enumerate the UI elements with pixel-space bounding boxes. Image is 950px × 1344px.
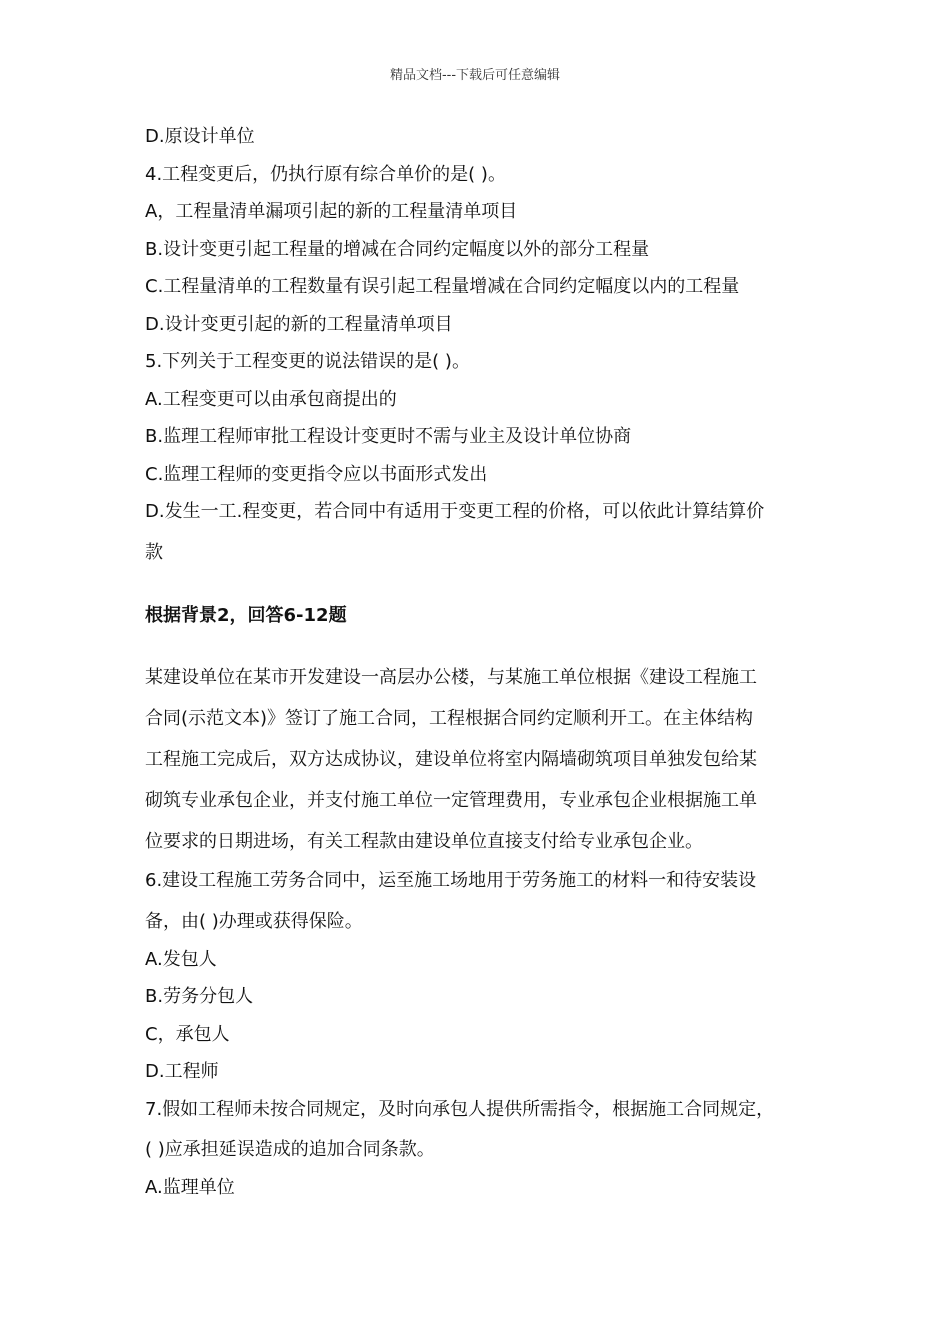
option-d-q5-continued: 款 [145,542,163,563]
background-paragraph-line-3: 工程施工完成后，双方达成协议，建设单位将室内隔墙砌筑项目单独发包给某 [145,749,757,770]
option-d-q5: D.发生一工.程变更，若合同中有适用于变更工程的价格，可以依此计算结算价 [145,501,765,522]
option-c-q4: C.工程量清单的工程数量有误引起工程量增减在合同约定幅度以内的工程量 [145,276,740,297]
option-a-q4: A，工程量清单漏项引起的新的工程量清单项目 [145,201,518,222]
option-c-q6: C，承包人 [145,1024,230,1045]
option-a-q7: A.监理单位 [145,1177,235,1198]
option-c-q5: C.监理工程师的变更指令应以书面形式发出 [145,464,488,485]
option-d-q6: D.工程师 [145,1061,219,1082]
option-b-q5: B.监理工程师审批工程设计变更时不需与业主及设计单位协商 [145,426,632,447]
question-5: 5.下列关于工程变更的说法错误的是( )。 [145,351,470,372]
option-a-q6: A.发包人 [145,949,217,970]
question-6-continued: 备，由( )办理或获得保险。 [145,911,363,932]
page-header: 精品文档---下载后可任意编辑 [389,68,561,83]
background-paragraph-line-2: 合同(示范文本)》签订了施工合同，工程根据合同约定顺利开工。在主体结构 [145,708,754,729]
option-a-q5: A.工程变更可以由承包商提出的 [145,389,397,410]
option-d-q3: D.原设计单位 [145,126,255,147]
section-heading: 根据背景2，回答6-12题 [145,605,347,626]
option-d-q4: D.设计变更引起的新的工程量清单项目 [145,314,453,335]
option-b-q4: B.设计变更引起工程量的增减在合同约定幅度以外的部分工程量 [145,239,650,260]
background-paragraph-line-4: 砌筑专业承包企业，并支付施工单位一定管理费用，专业承包企业根据施工单 [145,790,757,811]
background-paragraph-line-5: 位要求的日期进场，有关工程款由建设单位直接支付给专业承包企业。 [145,831,703,852]
question-6: 6.建设工程施工劳务合同中，运至施工场地用于劳务施工的材料一和待安装设 [145,870,757,891]
background-paragraph-line-1: 某建设单位在某市开发建设一高层办公楼，与某施工单位根据《建设工程施工 [145,667,757,688]
option-b-q6: B.劳务分包人 [145,986,254,1007]
question-7: 7.假如工程师未按合同规定，及时向承包人提供所需指令，根据施工合同规定， [145,1099,775,1120]
question-7-continued: ( )应承担延误造成的追加合同条款。 [145,1139,435,1160]
question-4: 4.工程变更后，仍执行原有综合单价的是( )。 [145,164,506,185]
